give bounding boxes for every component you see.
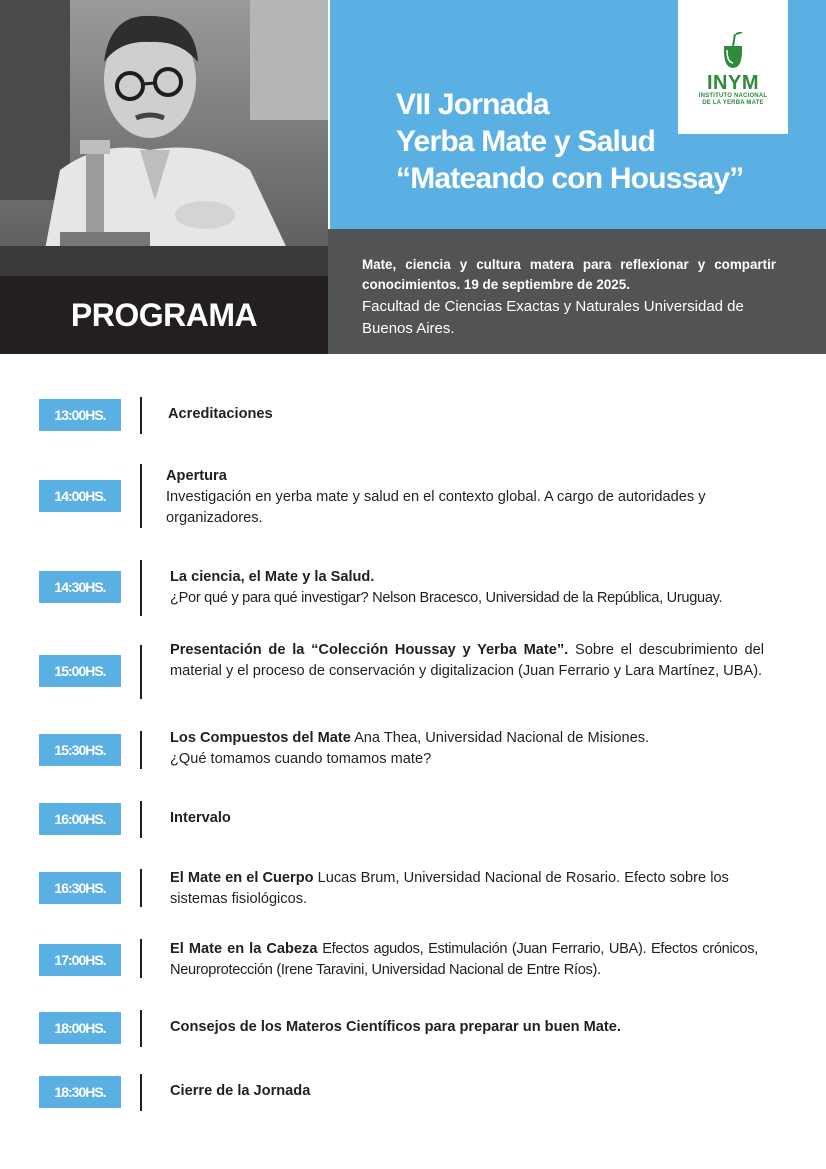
portrait-photo [0, 0, 328, 276]
session-title: Presentación de la “Colección Houssay y Yerba Mate”. [170, 642, 569, 658]
intro-location-text: Facultad de Ciencias Exactas y Naturales Universidad de Buenos Aires. [362, 298, 744, 337]
session-text [170, 640, 764, 682]
session-text [170, 808, 770, 829]
logo-subtitle-1: INSTITUTO NACIONAL [698, 93, 768, 99]
session-title: Los Compuestos del Mate [170, 730, 351, 746]
session-title: Consejos de los Materos Científicos para preparar un buen Mate. [170, 1019, 621, 1035]
row-divider [140, 869, 142, 907]
session-text [170, 567, 770, 609]
session-text [170, 868, 764, 910]
session-text [170, 728, 770, 770]
row-divider [140, 1074, 142, 1111]
session-title: El Mate en el Cuerpo [170, 870, 314, 886]
time-badge: 14:30HS. [39, 571, 121, 603]
title-line-2: Yerba Mate y Salud [396, 125, 656, 158]
session-description: ¿Por qué y para qué investigar? Nelson Bracesco, Universidad de la República, Uruguay. [170, 590, 723, 606]
time-badge: 18:00HS. [39, 1012, 121, 1044]
title-line-3: “Mateando con Houssay” [396, 162, 744, 195]
session-title: Intervalo [170, 810, 231, 826]
session-title: El Mate en la Cabeza [170, 941, 318, 957]
session-text [168, 404, 768, 425]
row-divider [140, 801, 142, 838]
row-divider [140, 1010, 142, 1047]
session-title: Cierre de la Jornada [170, 1083, 311, 1099]
session-title: La ciencia, el Mate y la Salud. [170, 569, 375, 585]
inym-logo [678, 0, 788, 134]
programa-label: PROGRAMA [70, 296, 258, 333]
time-badge: 15:30HS. [39, 734, 121, 766]
time-badge: 17:00HS. [39, 944, 121, 976]
session-description: Ana Thea, Universidad Nacional de Misiones. [350, 730, 650, 746]
session-text [170, 1081, 770, 1102]
title-panel [330, 0, 826, 229]
time-badge: 16:00HS. [39, 803, 121, 835]
row-divider [140, 397, 142, 434]
session-text [170, 1017, 810, 1038]
time-badge: 18:30HS. [39, 1076, 121, 1108]
time-badge: 13:00HS. [39, 399, 121, 431]
session-description: Investigación en yerba mate y salud en el contexto global. A cargo de autoridades y organizadores. [166, 489, 706, 526]
time-badge: 16:30HS. [39, 872, 121, 904]
mate-gourd-icon [718, 32, 748, 70]
session-description: Lucas Brum, Universidad Nacional de Rosario. Efecto sobre los sistemas fisiológicos. [170, 870, 729, 907]
time-badge: 14:00HS. [39, 480, 121, 512]
intro-panel [328, 229, 826, 354]
programa-banner [0, 276, 328, 354]
row-divider [140, 645, 142, 699]
row-divider [140, 560, 142, 616]
logo-subtitle-2: DE LA YERBA MATE [702, 100, 764, 106]
time-badge: 15:00HS. [39, 655, 121, 687]
session-question: ¿Qué tomamos cuando tomamos mate? [170, 751, 432, 767]
title-line-1: VII Jornada [396, 88, 549, 121]
session-text [170, 939, 758, 981]
row-divider [140, 939, 142, 978]
session-text [166, 466, 766, 529]
logo-name: INYM [707, 72, 759, 94]
intro-bold-text: Mate, ciencia y cultura matera para reflexionar y compartir conocimientos. 19 de septiembre de 2025. [362, 257, 776, 292]
session-title: Acreditaciones [168, 406, 273, 422]
session-description: Efectos agudos, Estimulación (Juan Ferrario, UBA). Efectos crónicos, Neuroprotección (Irene Taravini, Universidad Nacional de Entre Ríos). [170, 941, 758, 978]
row-divider [140, 464, 142, 528]
session-description: Sobre el descubrimiento del material y el proceso de conservación y digitalizacion (Juan Ferrario y Lara Martínez, UBA). [170, 642, 764, 679]
row-divider [140, 731, 142, 769]
session-title: Apertura [166, 468, 227, 484]
